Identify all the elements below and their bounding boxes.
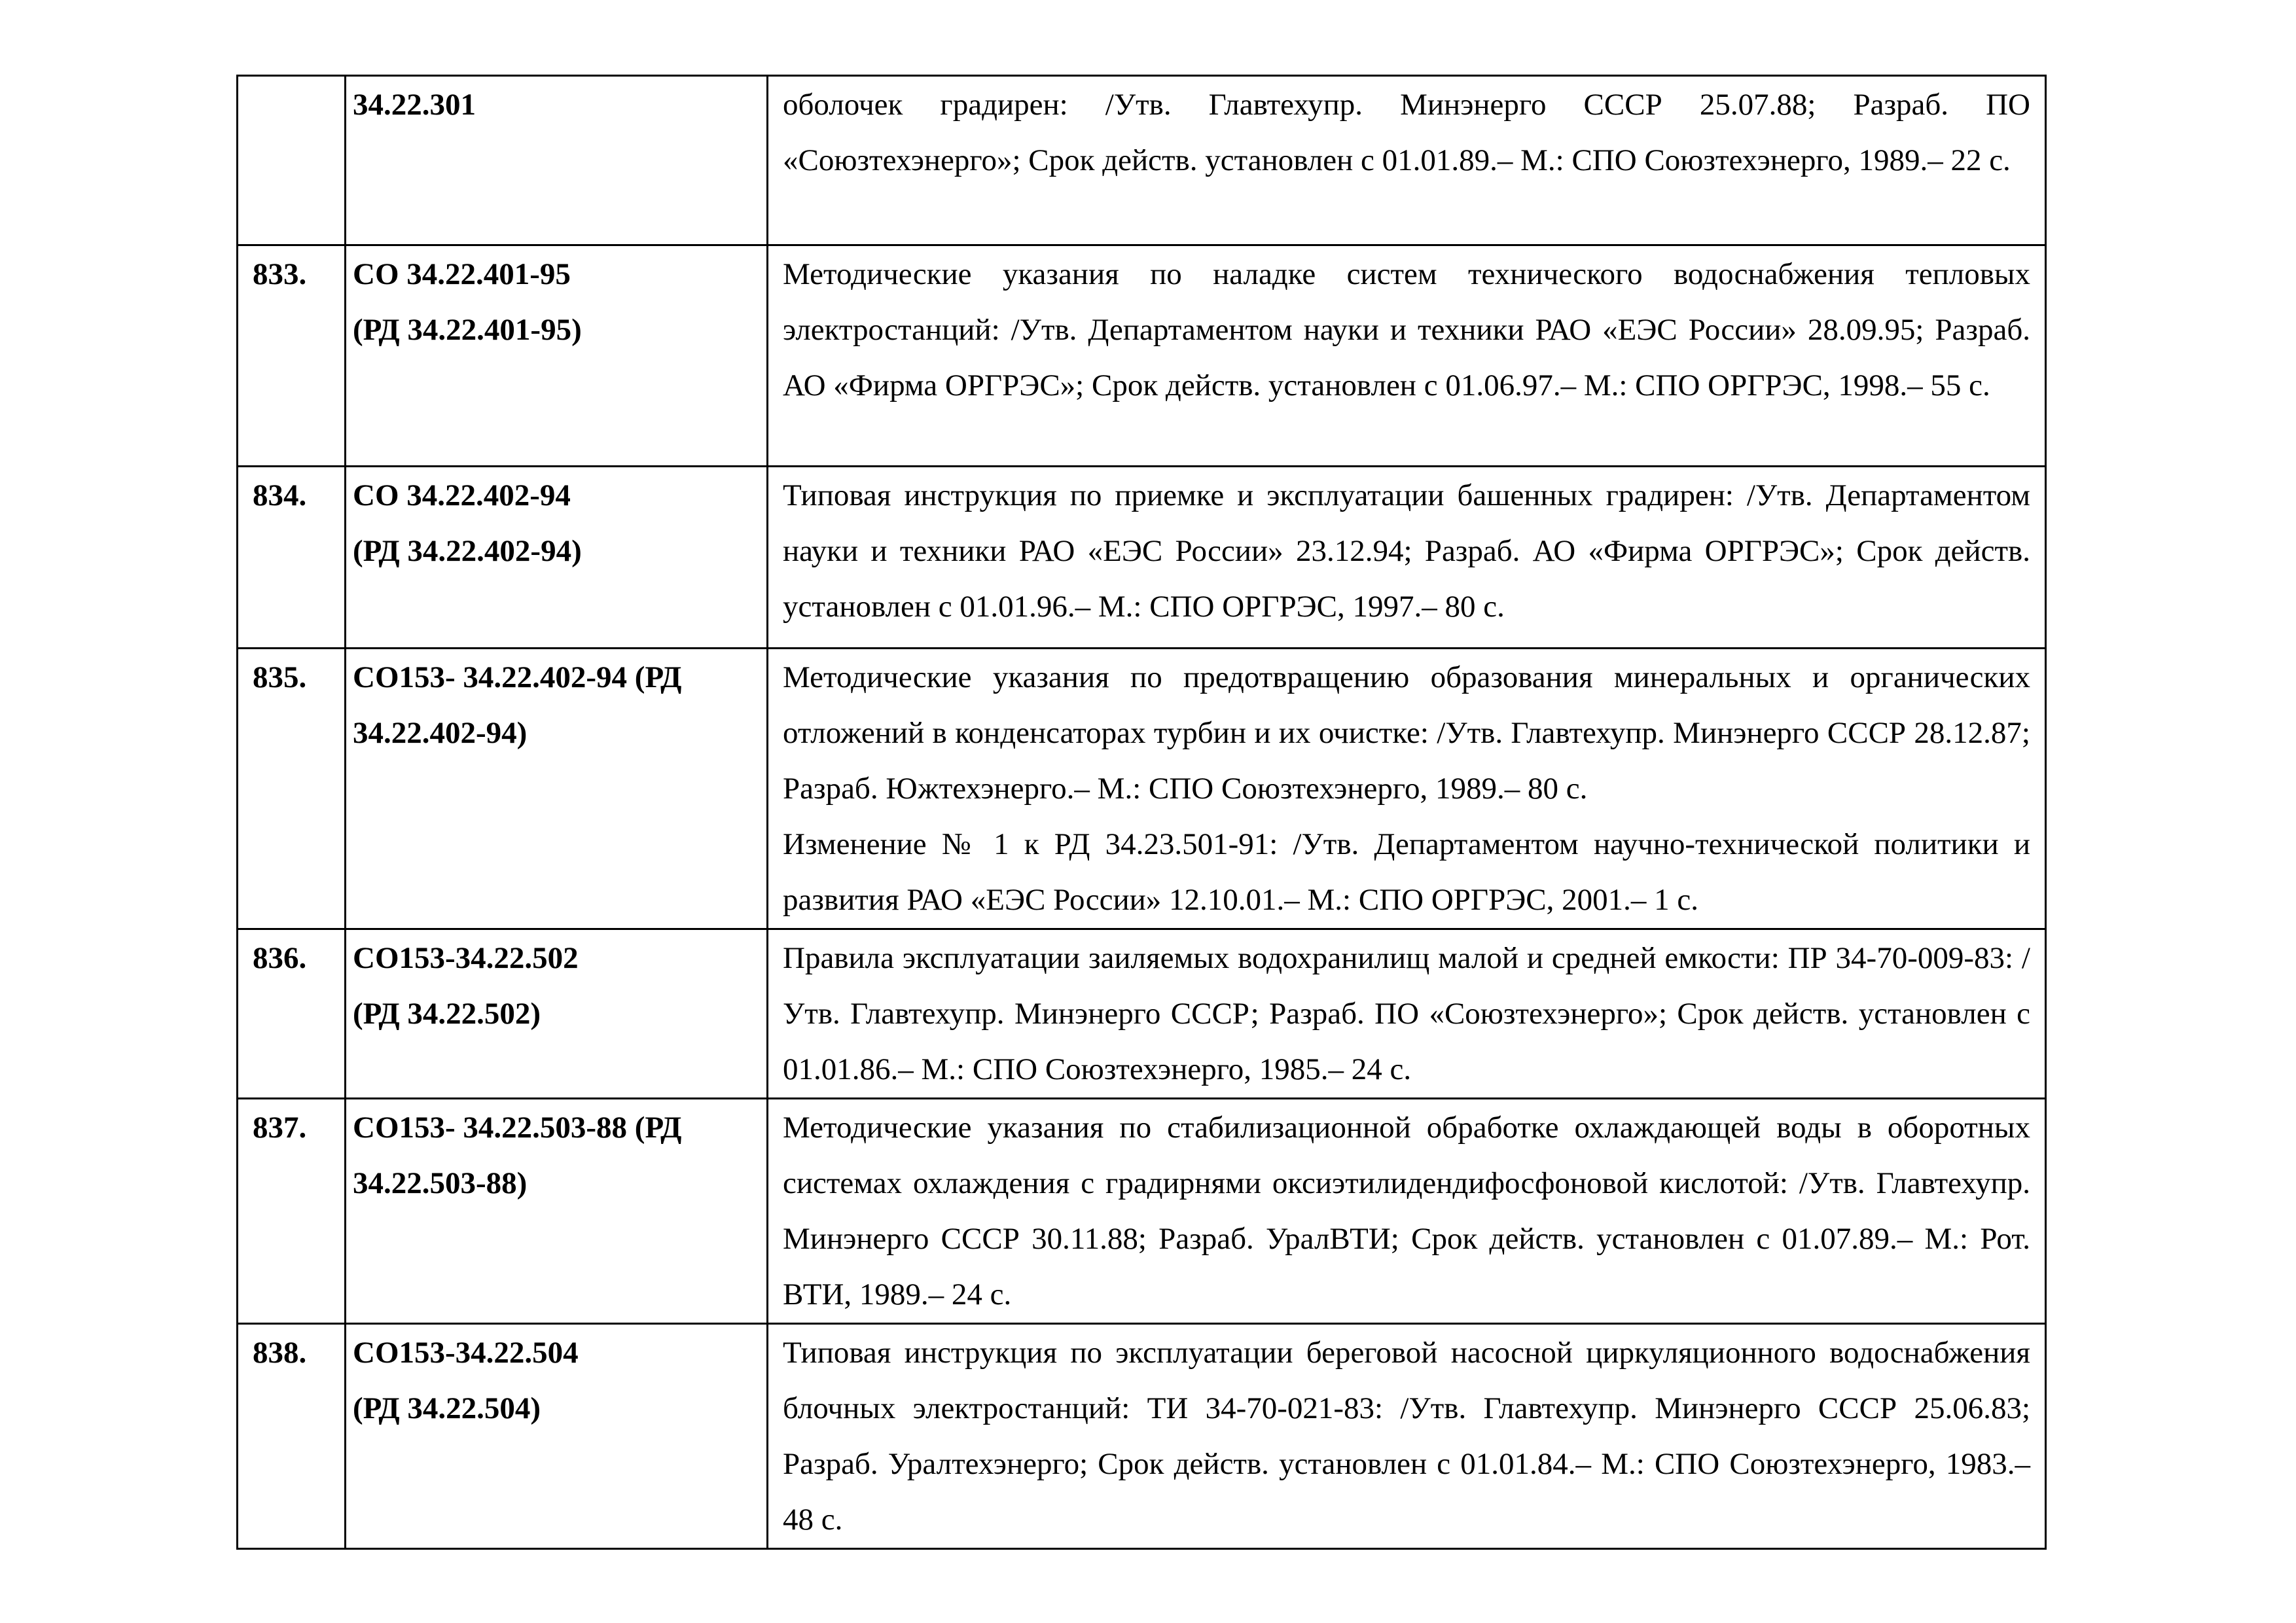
description-paragraph: Методические указания по стабилизационной обработке охлаждающей воды в оборотных системах охлаждения с градирнями оксиэтилидендифосфоновой кислотой: /Утв. Главтехупр. Минэнерго СССР 30.11.88; Разраб. УралВТИ; Срок действ. установлен с 01.07.89.– М.: Рот. ВТИ, 1989.– 24 с. — [783, 1111, 2030, 1311]
row-number: 835. — [238, 649, 346, 929]
code-line: СО153-34.22.504 — [353, 1336, 579, 1370]
document-description — [768, 1099, 2046, 1324]
code-line: (РД 34.22.502) — [353, 997, 541, 1031]
code-line: 34.22.301 — [353, 88, 476, 122]
description-paragraph: Методические указания по наладке систем технического водоснабжения тепловых электростанций: /Утв. Департаментом науки и техники РАО «ЕЭС России» 28.09.95; Разраб. АО «Фирма ОРГРЭС»; Срок действ. установлен с 01.06.97.– М.: СПО ОРГРЭС, 1998.– 55 с. — [783, 257, 2030, 402]
document-description — [768, 76, 2046, 245]
code-line: (РД 34.22.504) — [353, 1391, 541, 1425]
table-row — [238, 467, 2046, 649]
table-row — [238, 929, 2046, 1099]
document-code — [346, 1324, 768, 1549]
row-number: 836. — [238, 929, 346, 1099]
description-paragraph: Типовая инструкция по приемке и эксплуатации башенных градирен: /Утв. Департаментом науки и техники РАО «ЕЭС России» 23.12.94; Разраб. АО «Фирма ОРГРЭС»; Срок действ. установлен с 01.01.96.– М.: СПО ОРГРЭС, 1997.– 80 с. — [783, 478, 2030, 624]
description-paragraph: Правила эксплуатации заиляемых водохранилищ малой и средней емкости: ПР 34-70-009-83: /Утв. Главтехупр. Минэнерго СССР; Разраб. ПО «Союзтехэнерго»; Срок действ. установлен с 01.01.86.– М.: СПО Союзтехэнерго, 1985.– 24 с. — [783, 941, 2030, 1086]
table-row — [238, 1099, 2046, 1324]
description-paragraph: Изменение № 1 к РД 34.23.501-91: /Утв. Департаментом научно-технической политики и развития РАО «ЕЭС России» 12.10.01.– М.: СПО ОРГРЭС, 2001.– 1 с. — [783, 827, 2030, 917]
code-line: (РД 34.22.401-95) — [353, 313, 582, 347]
code-line: СО 34.22.401-95 — [353, 257, 571, 291]
code-line: СО 34.22.402-94 — [353, 478, 571, 512]
standards-table — [236, 75, 2047, 1550]
document-code — [346, 649, 768, 929]
document-description — [768, 1324, 2046, 1549]
table-row — [238, 245, 2046, 467]
row-number: 833. — [238, 245, 346, 467]
table-row — [238, 1324, 2046, 1549]
code-line: СО153- 34.22.503-88 (РД — [353, 1111, 682, 1145]
description-paragraph: Методические указания по предотвращению образования минеральных и органических отложений в конденсаторах турбин и их очистке: /Утв. Главтехупр. Минэнерго СССР 28.12.87; Разраб. Южтехэнерго.– М.: СПО Союзтехэнерго, 1989.– 80 с. — [783, 660, 2030, 806]
document-code — [346, 929, 768, 1099]
code-line: СО153- 34.22.402-94 (РД — [353, 660, 682, 694]
document-code — [346, 76, 768, 245]
table-body — [238, 76, 2046, 1549]
row-number: 834. — [238, 467, 346, 649]
document-description — [768, 467, 2046, 649]
document-description — [768, 245, 2046, 467]
code-line: СО153-34.22.502 — [353, 941, 579, 975]
description-paragraph: Типовая инструкция по эксплуатации береговой насосной циркуляционного водоснабжения блочных электростанций: ТИ 34-70-021-83: /Утв. Главтехупр. Минэнерго СССР 25.06.83; Разраб. Уралтехэнерго; Срок действ. установлен с 01.01.84.– М.: СПО Союзтехэнерго, 1983.– 48 с. — [783, 1336, 2030, 1537]
row-number — [238, 76, 346, 245]
document-code — [346, 245, 768, 467]
table-row — [238, 649, 2046, 929]
document-description — [768, 649, 2046, 929]
document-code — [346, 467, 768, 649]
code-line: 34.22.402-94) — [353, 716, 528, 750]
row-number: 838. — [238, 1324, 346, 1549]
document-code — [346, 1099, 768, 1324]
description-paragraph: оболочек градирен: /Утв. Главтехупр. Минэнерго СССР 25.07.88; Разраб. ПО «Союзтехэнерго»; Срок действ. установлен с 01.01.89.– М.: СПО Союзтехэнерго, 1989.– 22 с. — [783, 88, 2030, 177]
code-line: 34.22.503-88) — [353, 1166, 528, 1200]
row-number: 837. — [238, 1099, 346, 1324]
document-description — [768, 929, 2046, 1099]
code-line: (РД 34.22.402-94) — [353, 534, 582, 568]
table-row — [238, 76, 2046, 245]
